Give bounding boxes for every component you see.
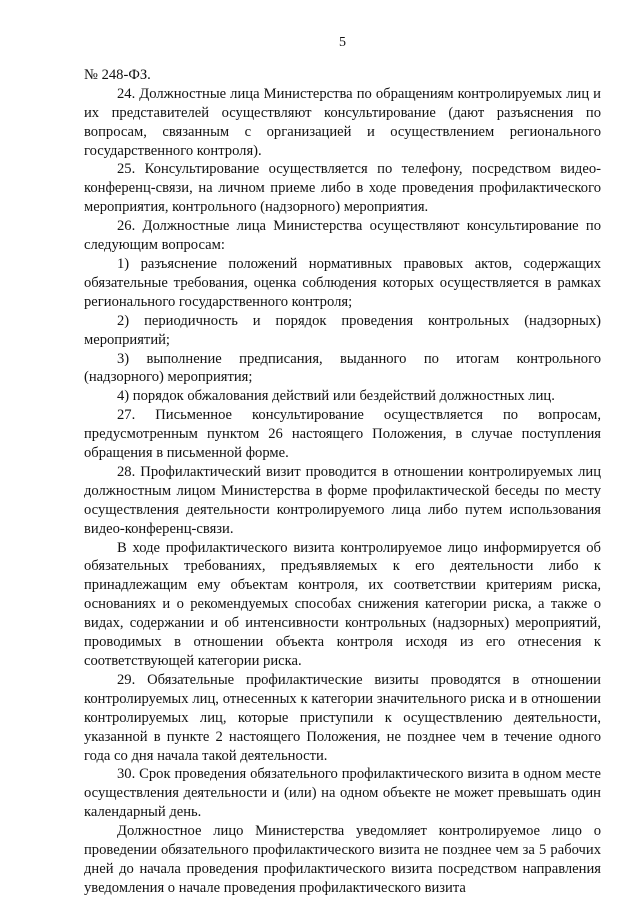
- paragraph-28-continued: В ходе профилактического визита контролируемое лицо информируется об обязательных требованиях, предъявляемых к его деятельности либо к принадлежащим ему объектам контроля, их соответствии критериям риска, основаниях и о рекомендуемых способах снижения категории риска, а также о видах, содержании и об интенсивности контрольных (надзорных) мероприятий, проводимых в отношении объекта контроля исходя из его отнесения к соответствующей категории риска.: [84, 539, 601, 669]
- paragraph-27: 27. Письменное консультирование осуществляется по вопросам, предусмотренным пунктом 26 настоящего Положения, в случае поступления обращения в письменной форме.: [84, 407, 601, 462]
- paragraph-29: 29. Обязательные профилактические визиты проводятся в отношении контролируемых лиц, отнесенных к категории значительного риска и в отношении контролируемых лиц, которые приступили к осуществлению деятельности, указанной в пункте 2 настоящего Положения, не позднее чем в течение одного года со дня начала такой деятельности.: [84, 671, 601, 764]
- list-item-1: 1) разъяснение положений нормативных правовых актов, содержащих обязательные требования, оценка соблюдения которых осуществляется в рамках регионального государственного контроля;: [84, 255, 601, 310]
- paragraph-law-reference: № 248-ФЗ.: [84, 66, 151, 83]
- paragraph-30: 30. Срок проведения обязательного профилактического визита в одном месте осуществления деятельности и (или) на одном объекте не может превышать один календарный день.: [84, 766, 601, 821]
- paragraph-25: 25. Консультирование осуществляется по телефону, посредством видео-конференц-связи, на личном приеме либо в ходе проведения профилактического мероприятия, контрольного (надзорного) мероприятия.: [84, 161, 601, 216]
- paragraph-24: 24. Должностные лица Министерства по обращениям контролируемых лиц и их представителей осуществляют консультирование (дают разъяснения по вопросам, связанным с организацией и осуществлением регионального государственного контроля).: [84, 85, 601, 159]
- paragraph-30-continued: Должностное лицо Министерства уведомляет контролируемое лицо о проведении обязательного профилактического визита не позднее чем за 5 рабочих дней до начала проведения профилактического визита посредством направления уведомления о начале проведения профилактического визита: [84, 823, 601, 896]
- page-number: 5: [339, 35, 346, 50]
- list-item-3: 3) выполнение предписания, выданного по итогам контрольного (надзорного) мероприятия;: [84, 350, 601, 386]
- paragraph-28: 28. Профилактический визит проводится в отношении контролируемых лиц должностным лицом Министерства в форме профилактической беседы по месту осуществления деятельности контролируемого лица либо путем использования видео-конференц-связи.: [84, 463, 601, 537]
- paragraph-26: 26. Должностные лица Министерства осуществляют консультирование по следующим вопросам:: [84, 218, 601, 254]
- list-item-4: 4) порядок обжалования действий или бездействий должностных лиц.: [117, 388, 555, 405]
- document-page: [84, 34, 601, 898]
- list-item-2: 2) периодичность и порядок проведения контрольных (надзорных) мероприятий;: [84, 312, 601, 348]
